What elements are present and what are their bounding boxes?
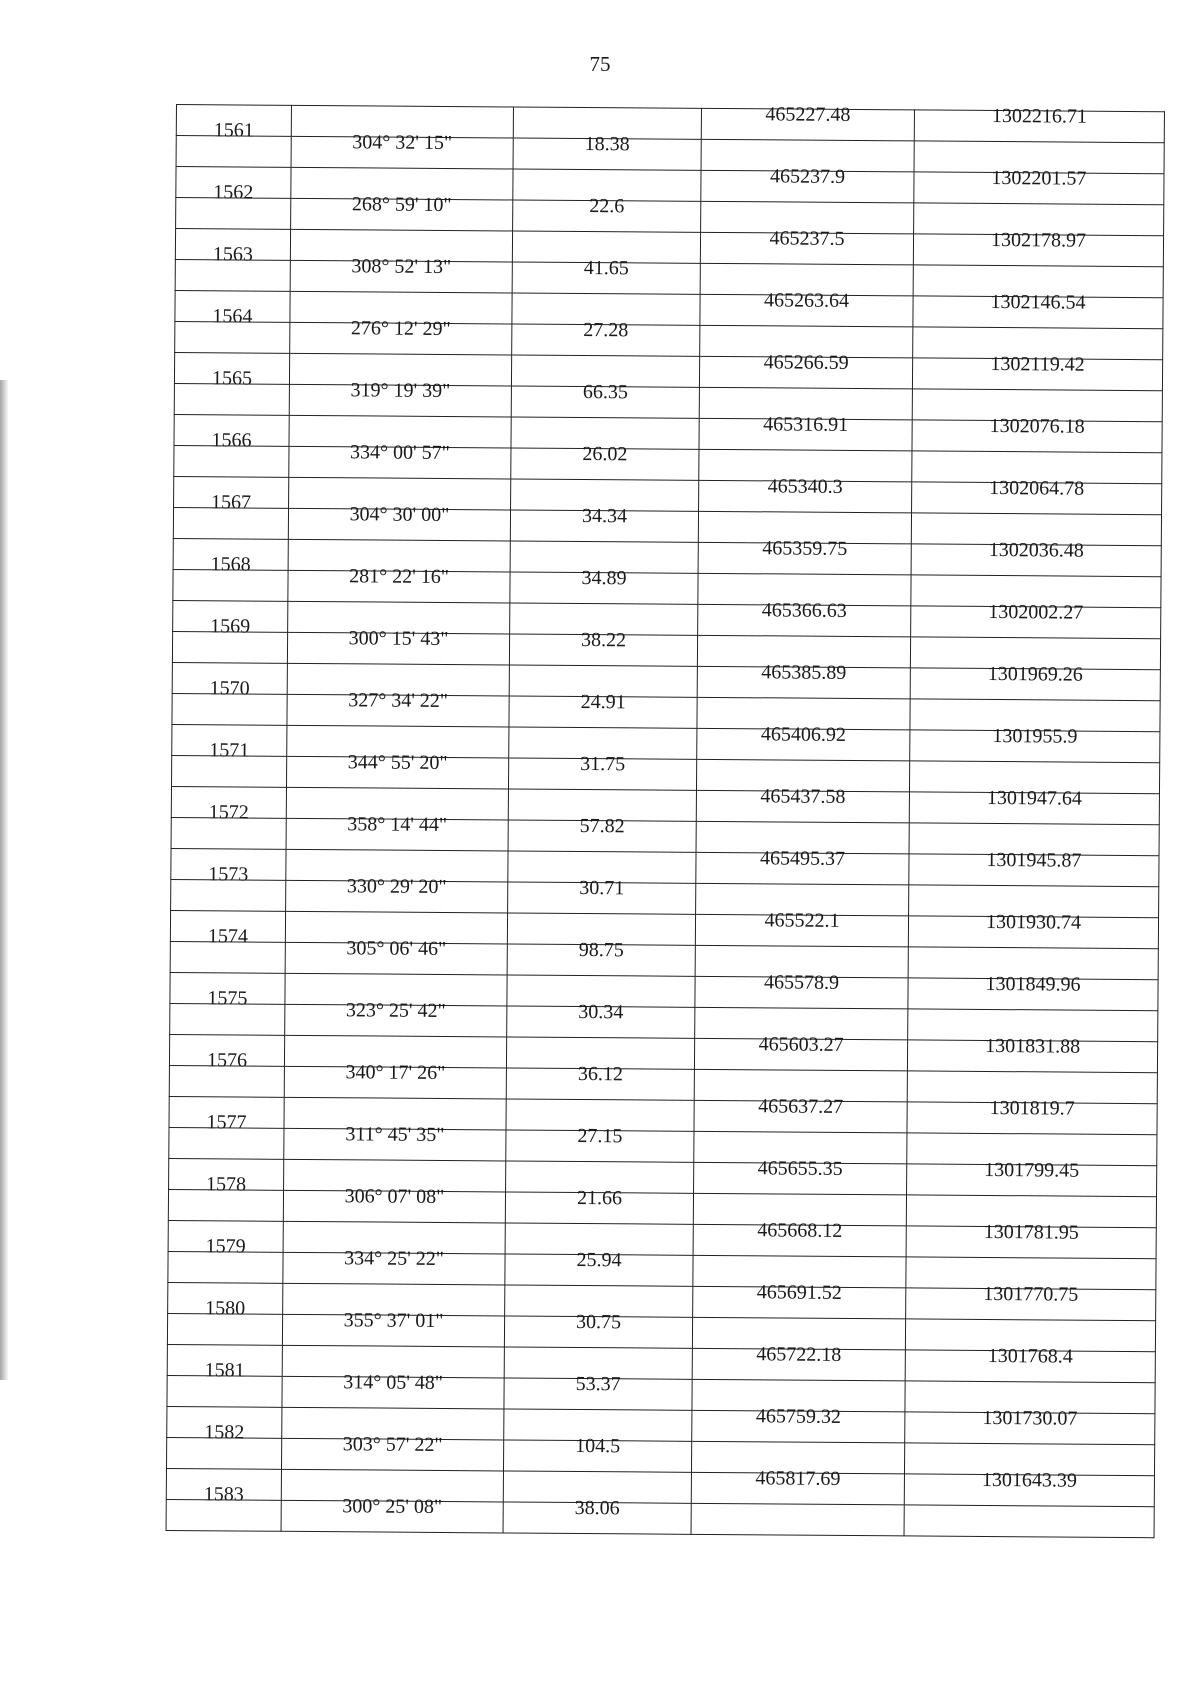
coordinate-table (166, 104, 1165, 1538)
point-number-cell (173, 538, 288, 576)
northing-text: 1302002.27 (988, 600, 1084, 624)
point-number-text: 1565 (211, 367, 253, 390)
point-number-text: 1566 (211, 429, 252, 452)
northing-cell (904, 1468, 1154, 1507)
bearing-cell (281, 1433, 503, 1471)
bearing-text: 304° 30' 00" (349, 503, 450, 527)
distance-cell (511, 380, 699, 418)
bearing-cell (288, 565, 510, 603)
point-number-text: 1563 (212, 243, 253, 266)
bearing-cell (290, 255, 512, 293)
point-number-text: 1571 (209, 739, 250, 762)
distance-cell (512, 318, 700, 356)
easting-cell (692, 1405, 905, 1443)
easting-text: 465359.75 (762, 537, 848, 560)
northing-text: 1301849.96 (985, 972, 1081, 996)
distance-cell (509, 690, 697, 728)
bearing-cell (286, 751, 508, 789)
easting-text: 465817.69 (755, 1467, 841, 1490)
northing-text: 1302064.78 (989, 476, 1085, 500)
northing-cell (908, 910, 1158, 949)
distance-cell (504, 1372, 692, 1410)
bearing-text: 319° 19' 39" (350, 379, 451, 403)
easting-cell (696, 847, 909, 885)
northing-cell (906, 1282, 1156, 1321)
easting-cell (694, 1157, 907, 1195)
northing-text: 1301730.07 (982, 1406, 1078, 1430)
bearing-cell (282, 1371, 504, 1409)
distance-text: 22.6 (589, 195, 625, 218)
point-number-cell (171, 786, 286, 824)
easting-text: 465266.59 (763, 351, 849, 374)
distance-text: 53.37 (575, 1372, 621, 1396)
point-number-text: 1575 (207, 987, 248, 1010)
distance-text: 30.34 (578, 1000, 624, 1024)
easting-cell (694, 1033, 907, 1071)
northing-cell (906, 1220, 1156, 1259)
easting-text: 465759.32 (755, 1405, 841, 1428)
northing-text: 1301770.75 (983, 1282, 1079, 1306)
point-number-cell (170, 910, 285, 948)
bearing-text: 308° 52' 13" (351, 255, 452, 279)
easting-cell (699, 413, 912, 451)
northing-text: 1302146.54 (990, 290, 1086, 314)
distance-cell (512, 256, 700, 294)
distance-cell (503, 1496, 691, 1534)
northing-cell (911, 538, 1161, 577)
bearing-text: 327° 34' 22" (348, 689, 449, 713)
northing-text: 1301969.26 (987, 662, 1083, 686)
easting-cell (695, 909, 908, 947)
distance-cell (507, 1000, 695, 1038)
northing-cell (914, 166, 1164, 205)
northing-text: 1302216.71 (991, 104, 1088, 128)
bearing-text: 355° 37' 01" (343, 1309, 444, 1332)
distance-cell (510, 566, 698, 604)
northing-text: 1301768.4 (987, 1344, 1073, 1368)
easting-text: 465495.37 (759, 847, 846, 870)
point-number-cell (175, 229, 290, 266)
northing-cell (909, 786, 1159, 825)
northing-cell (912, 414, 1162, 453)
distance-text: 30.71 (579, 876, 625, 900)
northing-cell (913, 290, 1163, 329)
easting-text: 465227.48 (765, 103, 851, 126)
distance-text: 57.82 (579, 814, 625, 838)
distance-text: 98.75 (578, 938, 624, 962)
bearing-text: 306° 07' 08" (344, 1185, 445, 1208)
bearing-text: 311° 45' 35" (345, 1123, 445, 1146)
distance-cell (508, 814, 696, 852)
easting-text: 465655.35 (757, 1157, 843, 1180)
empty-easting-cell (691, 1503, 904, 1536)
easting-cell (696, 785, 909, 823)
easting-cell (700, 227, 913, 265)
point-number-text: 1581 (204, 1359, 245, 1382)
point-number-cell (176, 167, 291, 204)
point-number-text: 1576 (206, 1049, 248, 1072)
distance-text: 31.75 (580, 752, 626, 776)
distance-cell (513, 195, 701, 232)
bearing-text: 276° 12' 29" (350, 317, 451, 341)
distance-text: 104.5 (575, 1434, 621, 1458)
point-number-cell (176, 105, 291, 142)
bearing-cell (291, 131, 513, 169)
northing-cell (905, 1344, 1155, 1383)
northing-text: 1302178.97 (990, 228, 1087, 252)
northing-text: 1301955.9 (992, 725, 1078, 748)
bearing-text: 304° 32' 15" (352, 131, 453, 155)
bearing-text: 323° 25' 42" (345, 999, 446, 1023)
bearing-text: 281° 22' 16" (349, 565, 449, 589)
northing-cell (913, 228, 1163, 267)
distance-cell (507, 938, 695, 976)
bearing-cell (291, 193, 513, 231)
point-number-text: 1578 (206, 1173, 247, 1196)
bearing-text: 314° 05' 48" (343, 1371, 444, 1394)
easting-cell (694, 1095, 907, 1133)
easting-text: 465668.12 (757, 1219, 843, 1242)
segment-row (166, 1499, 1154, 1537)
point-number-cell (166, 1468, 281, 1506)
easting-cell (699, 351, 912, 389)
bearing-text: 334° 25' 22" (344, 1247, 444, 1270)
easting-text: 465722.18 (756, 1343, 842, 1366)
distance-cell (504, 1310, 692, 1348)
distance-text: 41.65 (583, 256, 629, 280)
northing-text: 1301945.87 (986, 848, 1082, 872)
bearing-text: 330° 29' 20" (346, 875, 447, 899)
easting-cell (700, 289, 913, 327)
easting-text: 465437.58 (760, 785, 846, 808)
distance-cell (513, 132, 701, 170)
point-number-cell (168, 1220, 283, 1258)
point-number-cell (168, 1282, 283, 1320)
distance-cell (508, 752, 696, 790)
point-number-text: 1569 (210, 615, 251, 638)
bearing-cell (289, 441, 511, 479)
northing-cell (907, 1096, 1157, 1135)
easting-text: 465406.92 (760, 723, 846, 746)
distance-cell (503, 1434, 691, 1472)
point-number-text: 1582 (204, 1421, 245, 1444)
northing-cell (914, 104, 1164, 143)
point-number-cell (167, 1406, 282, 1444)
distance-text: 27.15 (577, 1124, 623, 1148)
bearing-text: 340° 17' 26" (345, 1061, 446, 1084)
bearing-cell (286, 813, 508, 851)
northing-text: 1301819.7 (989, 1096, 1075, 1120)
distance-text: 66.35 (582, 380, 628, 404)
northing-cell (908, 972, 1158, 1011)
northing-text: 1301643.39 (981, 1468, 1078, 1492)
easting-text: 465637.27 (758, 1095, 844, 1118)
coordinate-table-body (166, 105, 1164, 1538)
northing-cell (910, 662, 1160, 701)
point-number-text: 1564 (212, 305, 253, 328)
point-number-text: 1573 (208, 863, 249, 886)
point-number-text: 1572 (208, 801, 249, 824)
bearing-cell (282, 1309, 504, 1347)
easting-text: 465237.9 (769, 165, 846, 188)
point-number-cell (172, 724, 287, 762)
point-number-cell (172, 662, 287, 700)
point-number-cell (170, 972, 285, 1010)
bearing-text: 344° 55' 20" (347, 751, 448, 775)
scan-edge-shadow (0, 380, 8, 1380)
northing-cell (911, 600, 1161, 639)
easting-text: 465578.9 (763, 971, 840, 994)
easting-text: 465263.64 (763, 289, 850, 312)
northing-cell (910, 725, 1160, 763)
northing-text: 1301799.45 (984, 1158, 1080, 1182)
northing-cell (912, 476, 1162, 515)
distance-text: 24.91 (580, 690, 626, 714)
bearing-text: 303° 57' 22" (342, 1433, 443, 1456)
distance-cell (510, 504, 698, 542)
easting-cell (701, 165, 914, 203)
point-number-cell (174, 476, 289, 514)
bearing-text: 334° 00' 57" (349, 441, 450, 465)
bearing-cell (287, 627, 509, 665)
distance-text: 21.66 (576, 1186, 623, 1210)
easting-text: 465691.52 (756, 1281, 842, 1304)
bearing-cell (285, 999, 507, 1037)
point-number-text: 1574 (207, 925, 248, 948)
point-number-cell (169, 1096, 284, 1134)
point-number-text: 1568 (210, 553, 251, 576)
distance-text: 25.94 (576, 1248, 622, 1272)
bearing-cell (283, 1185, 505, 1223)
point-number-cell (174, 414, 289, 452)
easting-cell (692, 1343, 905, 1381)
northing-text: 1301930.74 (985, 910, 1082, 934)
distance-text: 27.28 (583, 318, 629, 342)
point-number-text: 1561 (213, 119, 254, 142)
bearing-cell (285, 937, 507, 975)
point-number-text: 1580 (205, 1297, 246, 1320)
northing-text: 1301831.88 (985, 1034, 1081, 1058)
bearing-text: 268° 59' 10" (351, 193, 452, 217)
easting-text: 465316.91 (763, 413, 849, 436)
easting-text: 465385.89 (761, 661, 847, 684)
point-number-text: 1562 (213, 181, 254, 204)
easting-text: 465237.5 (769, 227, 845, 250)
easting-text: 465366.63 (761, 599, 847, 622)
easting-cell (693, 1219, 906, 1257)
coordinate-table-wrapper (166, 104, 1164, 1538)
bearing-cell (284, 1061, 506, 1099)
point-number-text: 1567 (211, 491, 252, 514)
northing-cell (907, 1158, 1157, 1197)
empty-northing-cell (904, 1505, 1154, 1538)
distance-text: 18.38 (584, 132, 630, 156)
easting-cell (701, 103, 914, 141)
point-number-cell (167, 1344, 282, 1382)
bearing-cell (286, 875, 508, 913)
northing-cell (912, 352, 1162, 391)
easting-cell (697, 723, 910, 761)
distance-text: 34.34 (581, 504, 628, 528)
distance-cell (509, 628, 697, 666)
northing-cell (905, 1406, 1155, 1445)
northing-cell (909, 848, 1159, 887)
northing-text: 1301781.95 (983, 1220, 1079, 1244)
bearing-cell (283, 1247, 505, 1285)
easting-cell (697, 661, 910, 699)
easting-cell (698, 599, 911, 637)
easting-cell (699, 475, 912, 513)
bearing-cell (290, 317, 512, 355)
distance-text: 34.89 (581, 566, 627, 590)
easting-text: 465603.27 (758, 1033, 844, 1056)
point-number-text: 1583 (203, 1483, 244, 1506)
bearing-cell (288, 503, 510, 541)
distance-text: 36.12 (577, 1062, 623, 1086)
point-number-text: 1577 (206, 1111, 247, 1134)
point-number-cell (171, 848, 286, 886)
bearing-cell (284, 1123, 506, 1161)
distance-text: 38.22 (581, 628, 627, 652)
point-number-cell (169, 1034, 284, 1072)
bearing-cell (289, 379, 511, 417)
northing-text: 1301947.64 (986, 786, 1083, 810)
northing-text: 1302036.48 (988, 538, 1084, 562)
distance-cell (505, 1186, 693, 1224)
distance-text: 38.06 (574, 1496, 620, 1520)
point-number-cell (175, 290, 290, 328)
distance-cell (511, 442, 699, 480)
easting-cell (698, 537, 911, 575)
northing-cell (907, 1034, 1157, 1073)
easting-cell (691, 1467, 904, 1505)
northing-text: 1302119.42 (990, 352, 1085, 376)
bearing-text: 305° 06' 46" (346, 937, 447, 961)
bearing-text: 358° 14' 44" (347, 813, 448, 837)
northing-text: 1302076.18 (989, 414, 1085, 438)
page-number: 75 (589, 52, 611, 76)
point-number-cell (174, 352, 289, 390)
point-number-text: 1570 (209, 677, 250, 700)
distance-cell (506, 1124, 694, 1162)
bearing-cell (281, 1495, 503, 1533)
easting-text: 465340.3 (767, 475, 843, 498)
distance-cell (506, 1062, 694, 1100)
bearing-text: 300° 15' 43" (348, 627, 449, 651)
bearing-text: 300° 25' 08" (342, 1495, 443, 1518)
easting-cell (693, 1281, 906, 1319)
distance-text: 30.75 (576, 1310, 622, 1334)
northing-text: 1302201.57 (991, 166, 1087, 190)
distance-cell (508, 876, 696, 914)
point-number-text: 1579 (205, 1235, 246, 1258)
point-number-cell (169, 1158, 284, 1196)
bearing-cell (287, 689, 509, 727)
point-number-cell (173, 600, 288, 638)
distance-cell (505, 1248, 693, 1286)
easting-cell (695, 971, 908, 1009)
distance-text: 26.02 (582, 442, 628, 466)
easting-text: 465522.1 (764, 909, 840, 932)
